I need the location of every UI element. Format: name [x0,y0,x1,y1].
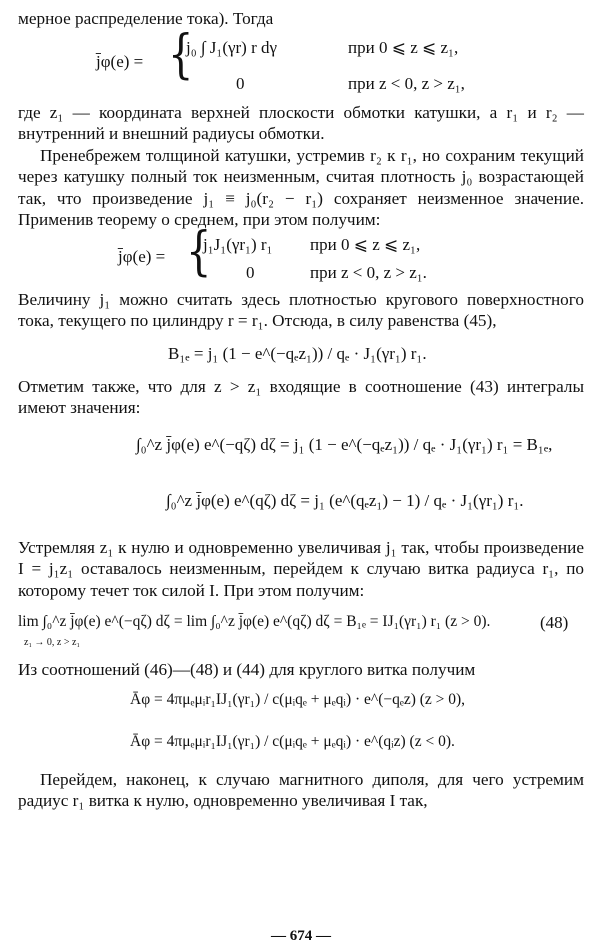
eq1-bot-cond: при z < 0, z > z₁, [348,73,465,93]
eq2-bot: 0 [246,262,255,282]
eq2-top: j₁J₁(γr₁) r₁ [203,234,273,254]
eq4: ∫₀^z j̄φ(e) e^(−qζ) dζ = j₁ (1 − e^(−qₑz₁)) / qₑ · J₁(γr₁) r₁ = B₁ₑ, [136,434,553,454]
paragraph-line: где z₁ — координата верхней плоскости обмотки катушки, а r₁ и r₂ — внутренний и внешний радиусы обмотки. [18,102,584,143]
paragraph: Устремляя z₁ к нулю и одновременно увеличивая j₁ так, чтобы произведение I = j₁z₁ оставалось неизменным, перейдем к случаю витка радиуса r₁, по которому течет ток силой I. При этом получим: [18,537,584,600]
eq1-lhs: j̄φ(e) = [96,51,144,71]
equation-integrals [18,419,584,537]
eq3: B₁ₑ = j₁ (1 − e^(−qₑz₁)) / qₑ · J₁(γr₁) r₁. [168,343,427,363]
eq1-bot: 0 [236,73,245,93]
eq1-brace: { [168,24,194,85]
eq2-brace: { [186,221,212,282]
page-body [18,8,584,944]
eq2-top-cond: при 0 ⩽ z ⩽ z₁, [310,234,421,254]
paragraph-line: Из соотношений (46)—(48) и (44) для круглого витка получим [18,660,476,679]
paragraph: Отметим также, что для z > z₁ входящие в соотношение (43) интегралы имеют значения: [18,376,584,417]
eq1-top-cond: при 0 ⩽ z ⩽ z₁, [348,37,459,57]
eq2-bot-cond: при z < 0, z > z₁. [310,262,427,282]
eq6: lim ∫₀^z j̄φ(e) e^(−qζ) dζ = lim ∫₀^z j̄φ(e) e^(qζ) dζ = B₁ₑ = IJ₁(γr₁) r₁ (z > 0). [18,613,491,630]
equation-B1e [18,332,584,376]
eq2-lhs: j̄φ(e) = [118,246,166,266]
eq6-number: (48) [540,613,569,632]
eq1-top: j₀ ∫ J₁(γr) r dγ [186,37,278,57]
equation-A-phi [18,681,584,769]
paragraph: Перейдем, наконец, к случаю магнитного диполя, для чего устремим радиус r₁ витка к нулю, одновременно увеличивая I так, [18,769,584,810]
paragraph: Величину j₁ можно считать здесь плотностью кругового поверхностного тока, текущего по цилиндру r = r₁. Отсюда, в силу равенства (45), [18,289,584,330]
equation-jphi-thin [18,221,584,289]
equation-limit-48 [18,601,584,659]
eq7: Āφ = 4πμₑμᵢr₁IJ₁(γr₁) / c(μᵢqₑ + μₑqᵢ) · e^(−qₑz) (z > 0), [130,690,466,708]
equation-jphi-piecewise [18,24,584,102]
eq8: Āφ = 4πμₑμᵢr₁IJ₁(γr₁) / c(μᵢqₑ + μₑqᵢ) · e^(qᵢz) (z < 0). [130,732,455,750]
eq5: ∫₀^z j̄φ(e) e^(qζ) dζ = j₁ (e^(qₑz₁) − 1) / qₑ · J₁(γr₁) r₁. [166,490,524,510]
eq6-limit-subscript: z₁ → 0, z > z₁ [24,637,80,648]
paragraph-line: мерное распределение тока). Тогда [18,9,274,28]
page-number: — 674 — [271,928,331,944]
paragraph: Пренебрежем толщиной катушки, устремив r₂ к r₁, но сохраним текущий через катушку полный ток неизменным, считая плотность j₀ возрастающей так, что произведение j₁ ≡ j₀(r₂ − r₁) сохраняет неизменное значение. Применив теорему о среднем, при этом получим: [18,145,584,229]
